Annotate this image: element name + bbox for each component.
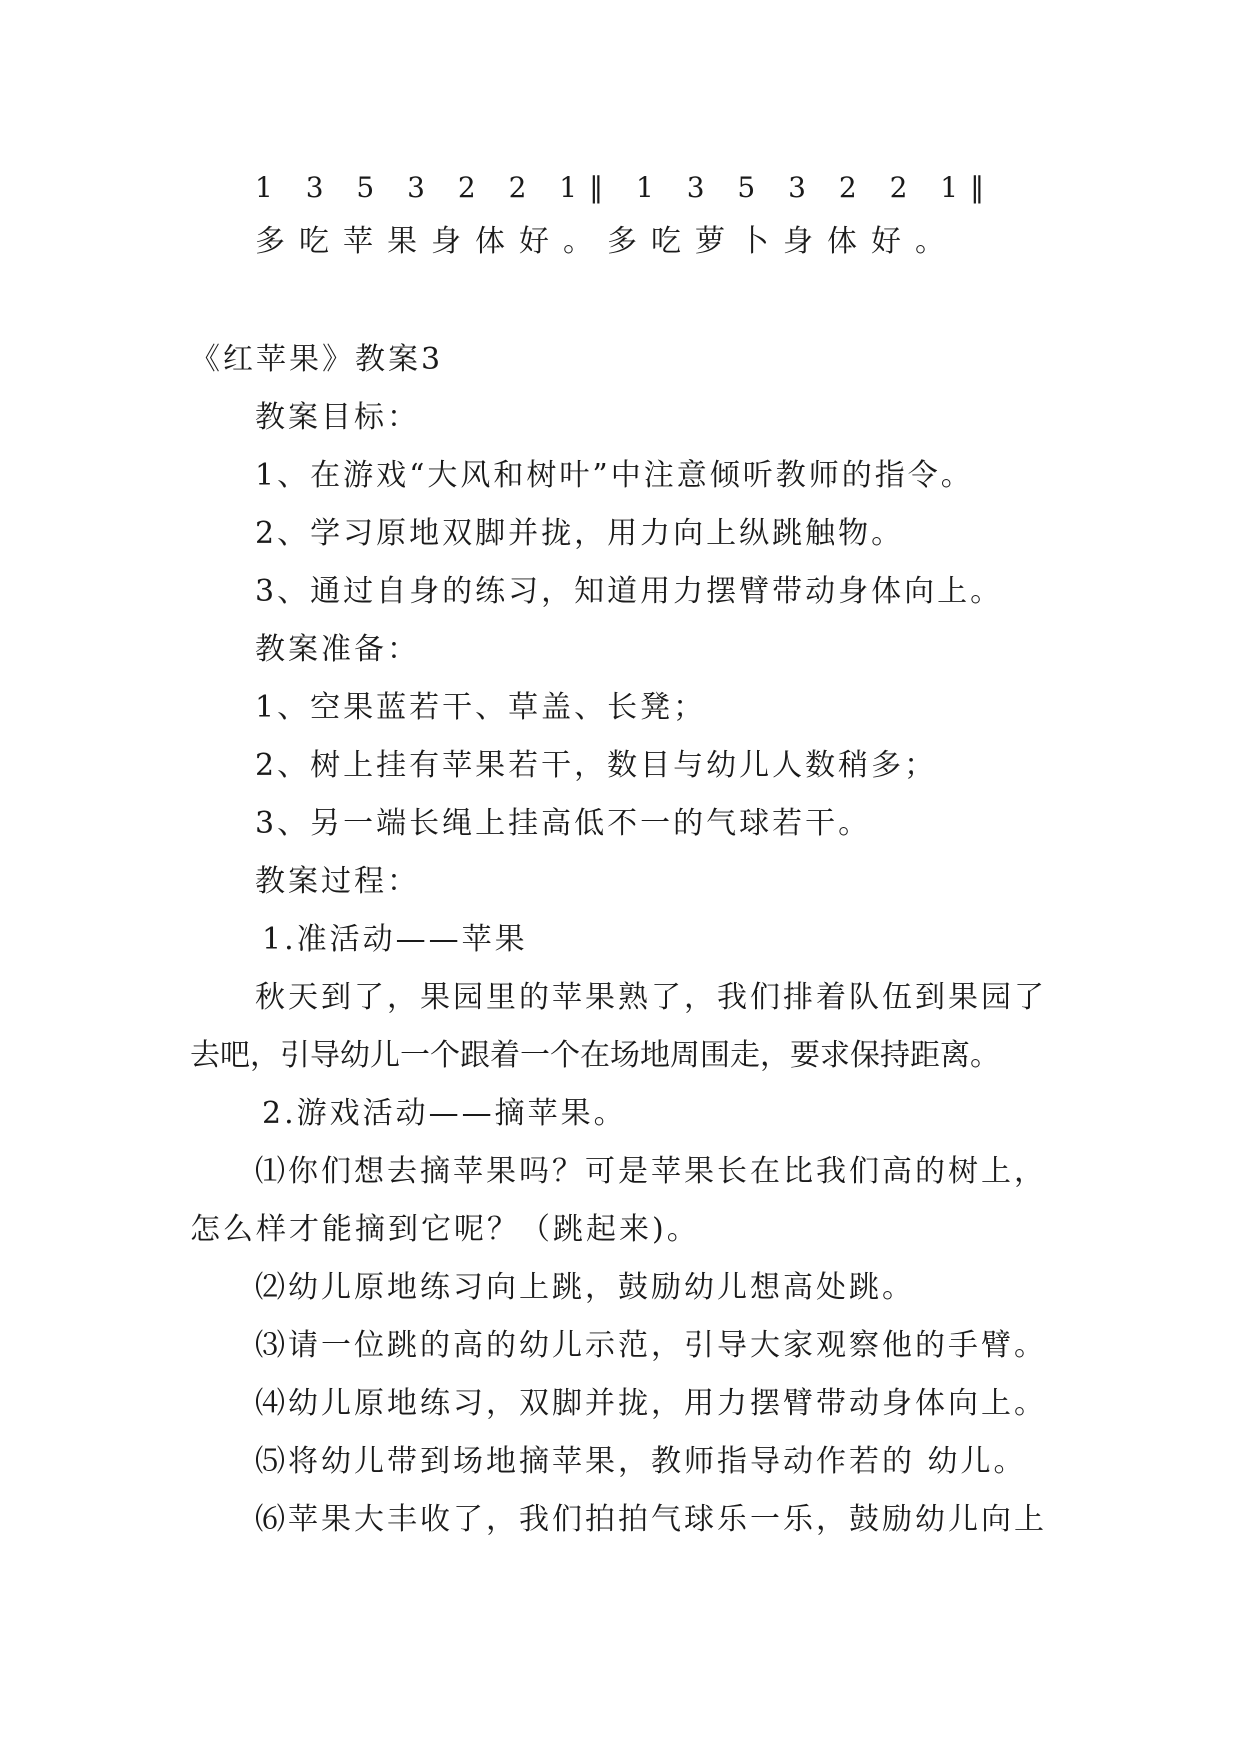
preparation-heading: 教案准备： [255,632,420,667]
sub-step-line: ⑴你们想去摘苹果吗？可是苹果长在比我们高的树上， [255,1154,1047,1189]
sub-step-line: 怎么样才能摘到它呢？（跳起来)。 [190,1212,700,1247]
lesson-title: 《红苹果》教案3 [190,342,444,377]
sub-step-line: ⑵幼儿原地练习向上跳，鼓励幼儿想高处跳。 [255,1270,915,1305]
paragraph-line: 秋天到了，果园里的苹果熟了，我们排着队伍到果园了 [255,980,1047,1015]
preparation-item: 3、另一端长绳上挂高低不一的气球若干。 [255,806,872,841]
preparation-item: 1、空果蓝若干、草盖、长凳； [255,690,707,725]
sub-step-line: ⑸将幼儿带到场地摘苹果，教师指导动作若的 幼儿。 [255,1444,1027,1479]
step-title: 2.游戏活动——摘苹果。 [262,1096,627,1131]
objective-item: 2、学习原地双脚并拢，用力向上纵跳触物。 [255,516,905,551]
preparation-item: 2、树上挂有苹果若干，数目与幼儿人数稍多； [255,748,938,783]
paragraph-line: 去吧，引导幼儿一个跟着一个在场地周围走，要求保持距离。 [190,1038,1000,1073]
objective-item: 1、在游戏“大风和树叶”中注意倾听教师的指令。 [255,458,974,493]
objectives-heading: 教案目标： [255,400,420,435]
step-title: 1.准活动——苹果 [262,922,528,957]
objective-item: 3、通过自身的练习，知道用力摆臂带动身体向上。 [255,574,1004,609]
sub-step-line: ⑹苹果大丰收了，我们拍拍气球乐一乐，鼓励幼儿向上 [255,1502,1047,1537]
song-lyrics: 多吃苹果身体好。多吃萝卜身体好。 [255,224,959,259]
process-heading: 教案过程： [255,864,420,899]
music-notation: 1 3 5 3 2 2 1‖ 1 3 5 3 2 2 1‖ [255,171,997,204]
sub-step-line: ⑶请一位跳的高的幼儿示范，引导大家观察他的手臂。 [255,1328,1047,1363]
sub-step-line: ⑷幼儿原地练习，双脚并拢，用力摆臂带动身体向上。 [255,1386,1047,1421]
